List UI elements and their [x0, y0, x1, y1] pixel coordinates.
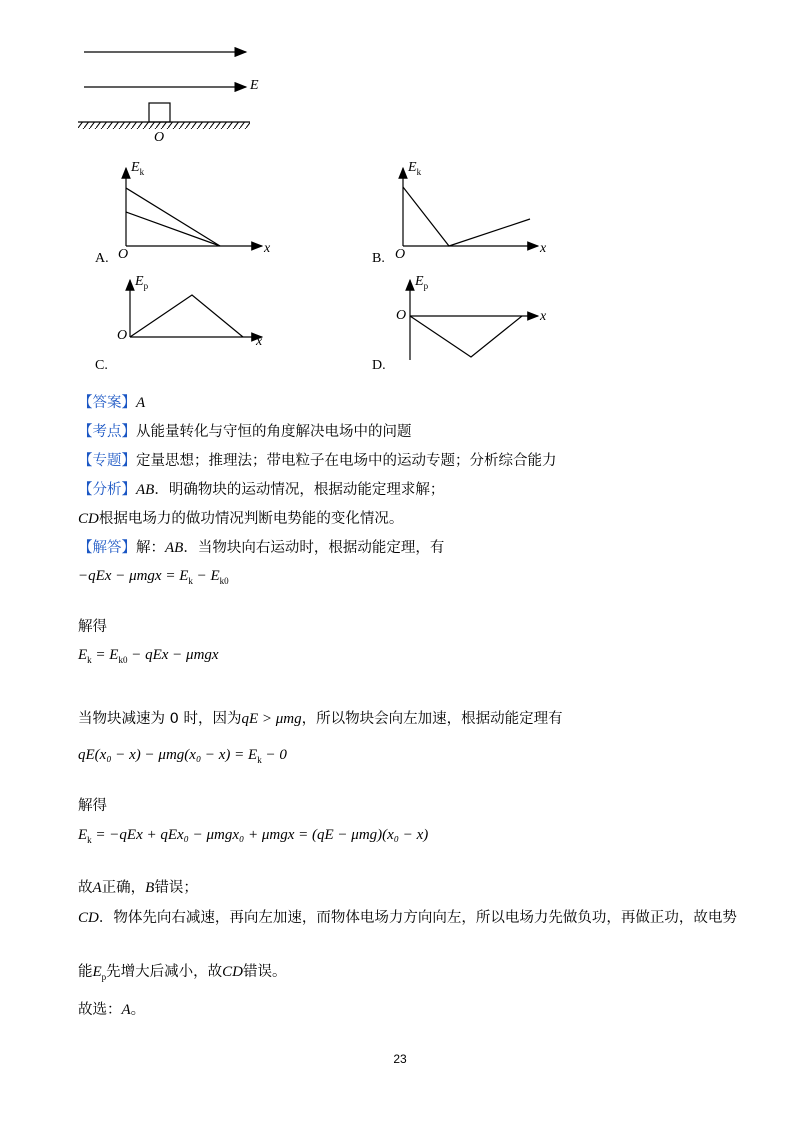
fenxi-line2 [78, 509, 403, 529]
zhuanti-line [78, 451, 557, 471]
graph-d [410, 280, 538, 360]
kaodian-text: 从能量转化与守恒的角度解决电场中的问题 [136, 424, 412, 440]
para-2: 当物块减速为 0 时，因为qE > μmg，所以物块会向左加速，根据动能定理有 [78, 711, 563, 727]
graph-c [130, 280, 262, 337]
graph-d-ylabel: $E_p$ [415, 274, 429, 291]
fenxi-ab: AB [136, 482, 155, 498]
jiede-2: 解得 [78, 798, 107, 814]
final-answer: 故选：A。 [78, 1002, 146, 1018]
option-c-label: C. [95, 358, 108, 373]
equation-1: $-qEx - \mu mgx = E_k - E_{k0}$ [78, 568, 229, 586]
graph-c-xlabel: x [256, 334, 263, 349]
graph-c-curve [130, 295, 243, 337]
equation-3: $qE(x_0 - x) - \mu mg(x_0 - x) = E_k - 0$ [78, 747, 287, 765]
page-number: 23 [393, 1052, 407, 1066]
option-a-label: A. [95, 251, 109, 266]
cd-explanation: CD．物体先向右减速，再向左加速，而物体电场力方向向左，所以电场力先做负功，再做正功，故电势 [78, 910, 737, 926]
fenxi-tag: 【分析】 [78, 482, 136, 498]
ground-hatch [78, 122, 250, 129]
graph-d-curve [410, 316, 522, 357]
jieda-line [78, 538, 444, 558]
cd-explanation-2: 能$E_p$先增大后减小，故CD错误。 [78, 964, 287, 982]
fenxi-cd: CD [78, 511, 99, 527]
graph-b-xlabel: x [540, 241, 547, 256]
graph-b [403, 168, 538, 246]
fenxi-text2: 根据电场力的做功情况判断电势能的变化情况。 [98, 511, 404, 527]
answer-line [78, 393, 145, 413]
answer-value: A [136, 395, 146, 411]
jiede-1: 解得 [78, 619, 107, 635]
condition: qE > μmg [241, 711, 302, 727]
block [149, 103, 170, 122]
kaodian-line [78, 422, 412, 442]
field-diagram [78, 52, 250, 129]
graph-c-origin: O [117, 328, 128, 343]
graph-b-ylabel: $E_k$ [408, 160, 422, 177]
zhuanti-text: 定量思想；推理法；带电粒子在电场中的运动专题；分析综合能力 [136, 453, 557, 469]
origin-label: O [154, 130, 165, 145]
graph-a-xlabel: x [264, 241, 271, 256]
jieda-tag: 【解答】 [78, 540, 136, 556]
graph-b-curve [403, 187, 530, 246]
graph-b-origin: O [395, 247, 406, 262]
graph-c-ylabel: $E_p$ [135, 274, 149, 291]
fenxi-text1: ．明确物块的运动情况，根据动能定理求解； [154, 482, 445, 498]
zhuanti-tag: 【专题】 [78, 453, 136, 469]
graph-d-xlabel: x [540, 309, 547, 324]
option-b-label: B. [372, 251, 385, 266]
jieda-text: ．当物块向右运动时，根据动能定理，有 [183, 540, 445, 556]
conclusion-ab: 故A正确，B错误； [78, 880, 198, 896]
answer-tag: 【答案】 [78, 395, 136, 411]
equation-4: $E_k = -qEx + qEx_0 - \mu mgx_0 + \mu mgx = (qE - \mu mg)(x_0 - x)$ [78, 827, 429, 845]
graph-a [126, 168, 262, 246]
equation-2: $E_k = E_{k0}$ − qEx − μmgx [78, 647, 219, 665]
graph-a-origin: O [118, 247, 129, 262]
jieda-intro: 解： [136, 540, 165, 556]
kaodian-tag: 【考点】 [78, 424, 136, 440]
fenxi-line [78, 480, 444, 500]
graph-a-ylabel: $E_k$ [131, 160, 145, 177]
jieda-ab: AB [165, 540, 184, 556]
option-d-label: D. [372, 358, 386, 373]
graph-d-origin: O [396, 308, 407, 323]
field-label: E [250, 78, 259, 93]
